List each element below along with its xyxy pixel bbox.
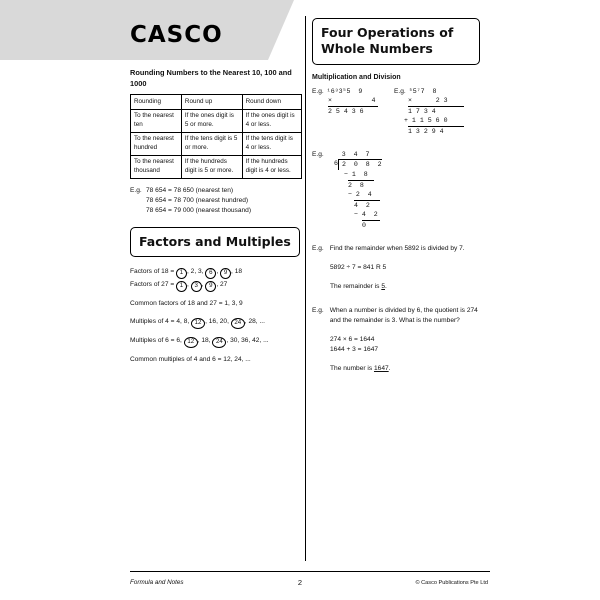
eg2-result: 1 3 2 9 4 xyxy=(408,126,464,137)
footer-publisher xyxy=(415,580,488,586)
common-factors-line: Common factors of 18 and 27 = 1, 3, 9 xyxy=(130,299,243,307)
eg4-answer xyxy=(330,282,480,292)
multiples-4-line xyxy=(130,316,302,329)
separator: , xyxy=(216,280,221,288)
table-header-row xyxy=(131,95,302,110)
eg3-divisor: 6 xyxy=(334,160,338,168)
separator: , xyxy=(180,337,184,345)
brand-logo: CASCO xyxy=(130,22,223,48)
eg4-work: 5892 ÷ 7 = 841 R 5 xyxy=(330,264,387,272)
eg4-question: Find the remainder when 5892 is divided by 7. xyxy=(329,245,465,253)
table-row xyxy=(131,155,302,178)
eg2-partial-1: 1 7 3 4 xyxy=(408,106,464,117)
factors-27-prefix: Factors of 27 = xyxy=(130,280,176,288)
eg3-step: 0 xyxy=(362,220,380,231)
separator: , xyxy=(201,267,206,275)
number: 3 xyxy=(198,267,202,275)
remainder-example xyxy=(312,244,480,292)
factors-27-values xyxy=(176,281,227,288)
eg3-quotient: 3 4 7 xyxy=(341,150,370,158)
number: 2 xyxy=(190,267,195,275)
eg3-step: − 1 8 xyxy=(344,171,368,179)
separator: , xyxy=(255,318,260,326)
eg5-work-2: 1644 + 3 = 1647 xyxy=(330,345,379,353)
separator: , xyxy=(197,337,202,345)
example-label: E.g. xyxy=(312,306,324,314)
eg5-answer-suffix: . xyxy=(388,364,391,372)
number: 27 xyxy=(220,280,228,288)
example-label: E.g. xyxy=(312,150,324,158)
footer-left-text: Formula and Notes xyxy=(130,579,184,586)
circled-number: 12 xyxy=(191,318,205,329)
multiples-6-prefix: Multiples of 6 = xyxy=(130,337,177,345)
multiples-6-line xyxy=(130,335,302,348)
number: 36 xyxy=(241,337,249,345)
circled-number: 24 xyxy=(231,318,245,329)
multiples-4-prefix: Multiples of 4 = xyxy=(130,318,177,326)
separator: , xyxy=(226,337,231,345)
multiplication-division-subhead: Multiplication and Division xyxy=(312,73,401,81)
separator: , xyxy=(237,337,242,345)
example-label: E.g. xyxy=(312,245,324,253)
eg3-step: − 4 2 xyxy=(354,211,378,219)
table-cell: If the hundreds digit is 5 or more. xyxy=(181,155,242,178)
table-header-cell: Round up xyxy=(181,95,242,110)
separator: , xyxy=(231,267,235,275)
factors-18-values xyxy=(176,268,242,275)
separator: , xyxy=(205,318,209,326)
example-line: 78 654 = 78 700 (nearest hundred) xyxy=(146,197,249,205)
separator: , xyxy=(194,267,199,275)
eg4-answer-value: 5 xyxy=(381,283,385,291)
left-column xyxy=(130,68,302,366)
example-line: 78 654 = 78 650 (nearest ten) xyxy=(146,186,234,194)
example-label: E.g. xyxy=(130,186,142,194)
table-cell: If the tens digit is 4 or less. xyxy=(242,132,301,155)
separator: , xyxy=(259,337,264,345)
eg1-multiplier: × 4 xyxy=(328,97,376,105)
number: ... xyxy=(263,337,269,345)
number: 4 xyxy=(176,318,181,326)
multiples-6-values xyxy=(176,337,268,344)
table-header-cell: Rounding xyxy=(131,95,182,110)
number: 28 xyxy=(248,318,256,326)
table-cell: To the nearest ten xyxy=(131,109,182,132)
separator: , xyxy=(208,337,213,345)
eg2-partial-2: + 1 1 5 6 0 xyxy=(404,117,448,125)
table-header-cell: Round down xyxy=(242,95,301,110)
table-cell: If the ones digit is 4 or less. xyxy=(242,109,301,132)
rounding-table xyxy=(130,94,302,179)
eg1-result: 2 5 4 3 6 xyxy=(328,106,378,117)
eg3-dividend: 2 0 8 2 xyxy=(338,159,382,170)
eg5-work-1: 274 × 6 = 1644 xyxy=(330,335,375,343)
number: 16 xyxy=(208,318,217,326)
number: ... xyxy=(259,318,265,326)
separator: , xyxy=(180,318,184,326)
table-row xyxy=(131,132,302,155)
factors-multiples-title: Factors and Multiples xyxy=(130,227,300,257)
page-number: 2 xyxy=(297,578,303,587)
multiplication-example-1 xyxy=(312,87,378,137)
circled-number: 1 xyxy=(176,268,187,279)
eg5-answer xyxy=(330,364,480,374)
footer-publisher-text: Casco Publications Pte Ltd xyxy=(421,580,488,586)
separator: , xyxy=(187,318,192,326)
rounding-section-title: Rounding Numbers to the Nearest 10, 100 and 1000 xyxy=(130,68,292,88)
circled-number: 3 xyxy=(191,281,202,292)
example-label: E.g. xyxy=(394,87,406,95)
eg3-step: − 2 4 xyxy=(348,191,372,199)
circled-number: 24 xyxy=(212,337,226,348)
circled-number: 1 xyxy=(176,281,187,292)
copyright-icon: © xyxy=(415,580,420,586)
separator: , xyxy=(216,267,221,275)
separator: , xyxy=(187,267,191,275)
eg3-step: 2 8 xyxy=(348,180,374,191)
eg5-answer-value: 1647 xyxy=(373,364,389,372)
multiplication-example-2 xyxy=(394,87,464,137)
number: 30 xyxy=(230,337,238,345)
column-divider xyxy=(305,16,306,561)
circled-number: 6 xyxy=(205,268,216,279)
separator: , xyxy=(187,280,191,288)
table-cell: If the tens digit is 5 or more. xyxy=(181,132,242,155)
number: 20 xyxy=(219,318,228,326)
four-operations-title: Four Operations of Whole Numbers xyxy=(312,18,480,65)
eg2-multiplier: × 2 3 xyxy=(408,97,448,105)
multiples-4-values xyxy=(176,318,265,325)
eg4-answer-prefix: The remainder is xyxy=(330,283,382,291)
header-banner-notch xyxy=(268,0,294,60)
separator: , xyxy=(216,318,220,326)
number: 6 xyxy=(176,337,181,345)
table-cell: To the nearest hundred xyxy=(131,132,182,155)
quotient-example xyxy=(312,306,480,373)
multiplication-examples xyxy=(312,87,480,137)
table-cell: To the nearest thousand xyxy=(131,155,182,178)
table-row xyxy=(131,109,302,132)
number: 42 xyxy=(252,337,260,345)
example-label: E.g. xyxy=(312,87,324,95)
number: 18 xyxy=(234,267,243,275)
division-example xyxy=(312,150,480,231)
separator: , xyxy=(227,318,231,326)
circled-number: 12 xyxy=(184,337,198,348)
factors-18-prefix: Factors of 18 = xyxy=(130,267,176,275)
eg4-answer-suffix: . xyxy=(384,283,387,291)
separator: , xyxy=(244,318,249,326)
circled-number: 9 xyxy=(205,281,216,292)
eg3-step: 4 2 xyxy=(354,200,380,211)
eg2-carry: ⁵5⁷7 8 xyxy=(408,87,437,95)
eg5-answer-prefix: The number is xyxy=(330,364,374,372)
number: 8 xyxy=(183,318,188,326)
right-column xyxy=(312,18,480,373)
factors-27-line xyxy=(130,279,302,292)
number: 18 xyxy=(201,337,209,345)
circled-number: 9 xyxy=(220,268,231,279)
factors-18-line xyxy=(130,266,302,279)
footer-rule xyxy=(130,571,490,572)
eg5-question: When a number is divided by 6, the quotient is 274 and the remainder is 3. What is the number? xyxy=(329,306,478,324)
rounding-example xyxy=(130,186,302,217)
separator: , xyxy=(248,337,253,345)
table-cell: If the hundreds digit is 4 or less. xyxy=(242,155,301,178)
example-line: 78 654 = 79 000 (nearest thousand) xyxy=(146,207,252,215)
eg1-carry: ¹6³3⁵5 9 xyxy=(326,87,363,95)
common-multiples-line: Common multiples of 4 and 6 = 12, 24, ... xyxy=(130,356,251,364)
table-cell: If the ones digit is 5 or more. xyxy=(181,109,242,132)
separator: , xyxy=(201,280,206,288)
